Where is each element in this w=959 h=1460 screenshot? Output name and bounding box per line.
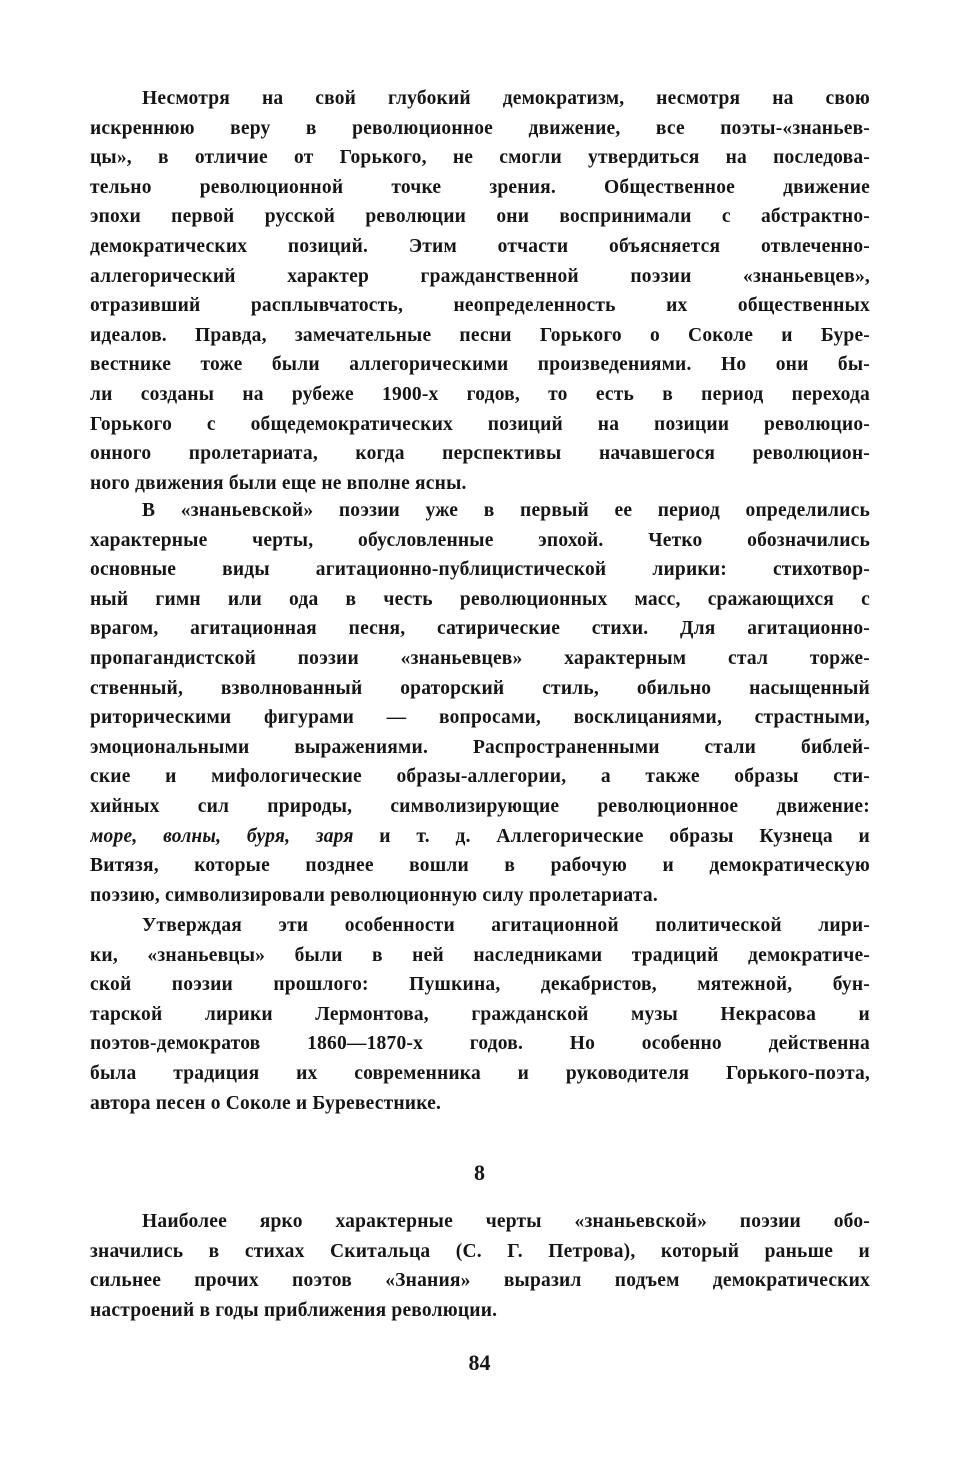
text-line: риторическими фигурами — вопросами, восклицаниями, страстными, xyxy=(90,707,870,729)
text-line: ской поэзии прошлого: Пушкина, декабристов, мятежной, бун- xyxy=(90,974,870,996)
text-line: Витязя, которые позднее вошли в рабочую и демократическую xyxy=(90,855,870,877)
paragraph-1 xyxy=(90,84,870,498)
text-line: эмоциональными выражениями. Распространенными стали библей- xyxy=(90,736,870,758)
text-line: демократических позиций. Этим отчасти объясняется отвлеченно- xyxy=(90,235,870,257)
text-line: основные виды агитационно-публицистической лирики: стихотвор- xyxy=(90,559,870,581)
text-line: ный гимн или ода в честь революционных масс, сражающихся с xyxy=(90,588,870,610)
text-line: врагом, агитационная песня, сатирические стихи. Для агитационно- xyxy=(90,618,870,640)
text-line-italic-terms: море, волны, буря, заря и т. д. Аллегорические образы Кузнеца и xyxy=(90,825,870,847)
text-line: ственный, взволнованный ораторский стиль, обильно насыщенный xyxy=(90,677,870,699)
text-line: тельно революционной точке зрения. Общественное движение xyxy=(90,176,870,198)
text-line: цы», в отличие от Горького, не смогли утвердиться на последова- xyxy=(90,147,870,169)
paragraph-2 xyxy=(90,496,870,910)
text-line: хийных сил природы, символизирующие революционное движение: xyxy=(90,795,870,817)
text-line: пропагандистской поэзии «знаньевцев» характерным стал торже- xyxy=(90,647,870,669)
section-number: 8 xyxy=(474,1160,485,1185)
text-line: эпохи первой русской революции они воспринимали с абстрактно- xyxy=(90,206,870,228)
text-line: идеалов. Правда, замечательные песни Горького о Соколе и Буре- xyxy=(90,324,870,346)
text-line: ли созданы на рубеже 1900-х годов, то есть в период перехода xyxy=(90,383,870,405)
text-line: тарской лирики Лермонтова, гражданской музы Некрасова и xyxy=(90,1003,870,1025)
text-line: искреннюю веру в революционное движение, все поэты-«знаньев- xyxy=(90,117,870,139)
text-line: ки, «знаньевцы» были в ней наследниками традиций демократиче- xyxy=(90,944,870,966)
text-line: настроений в годы приближения революции. xyxy=(90,1299,498,1321)
text-line: поэтов-демократов 1860—1870-х годов. Но особенно действенна xyxy=(90,1033,870,1055)
text-line: была традиция их современника и руководителя Горького-поэта, xyxy=(90,1062,870,1084)
text-line: ного движения были еще не вполне ясны. xyxy=(90,472,467,494)
text-line: Наиболее ярко характерные черты «знаньевской» поэзии обо- xyxy=(142,1211,870,1232)
text-line: аллегорический характер гражданственной поэзии «знаньевцев», xyxy=(90,265,870,287)
page-number: 84 xyxy=(468,1350,491,1375)
text-line: Утверждая эти особенности агитационной политической лири- xyxy=(142,915,870,936)
text-line: ские и мифологические образы-аллегории, а также образы сти- xyxy=(90,766,870,788)
text-line: сильнее прочих поэтов «Знания» выразил подъем демократических xyxy=(90,1270,870,1292)
text-line: Несмотря на свой глубокий демократизм, несмотря на свою xyxy=(142,88,870,109)
text-line: онного пролетариата, когда перспективы начавшегося революцион- xyxy=(90,443,870,465)
text-line: автора песен о Соколе и Буревестнике. xyxy=(90,1092,442,1114)
paragraph-3 xyxy=(90,911,870,1118)
text-line: поэзию, символизировали революционную силу пролетариата. xyxy=(90,884,658,906)
text-line: значились в стихах Скитальца (С. Г. Петрова), который раньше и xyxy=(90,1240,870,1262)
text-line: Горького с общедемократических позиций на позиции революцио- xyxy=(90,413,870,435)
text-line: В «знаньевской» поэзии уже в первый ее период определились xyxy=(142,500,870,521)
section-paragraph xyxy=(90,1207,870,1325)
text-line: вестнике тоже были аллегорическими произведениями. Но они бы- xyxy=(90,354,870,376)
text-line: характерные черты, обусловленные эпохой. Четко обозначились xyxy=(90,529,870,551)
text-line: отразивший расплывчатость, неопределенность их общественных xyxy=(90,295,870,317)
